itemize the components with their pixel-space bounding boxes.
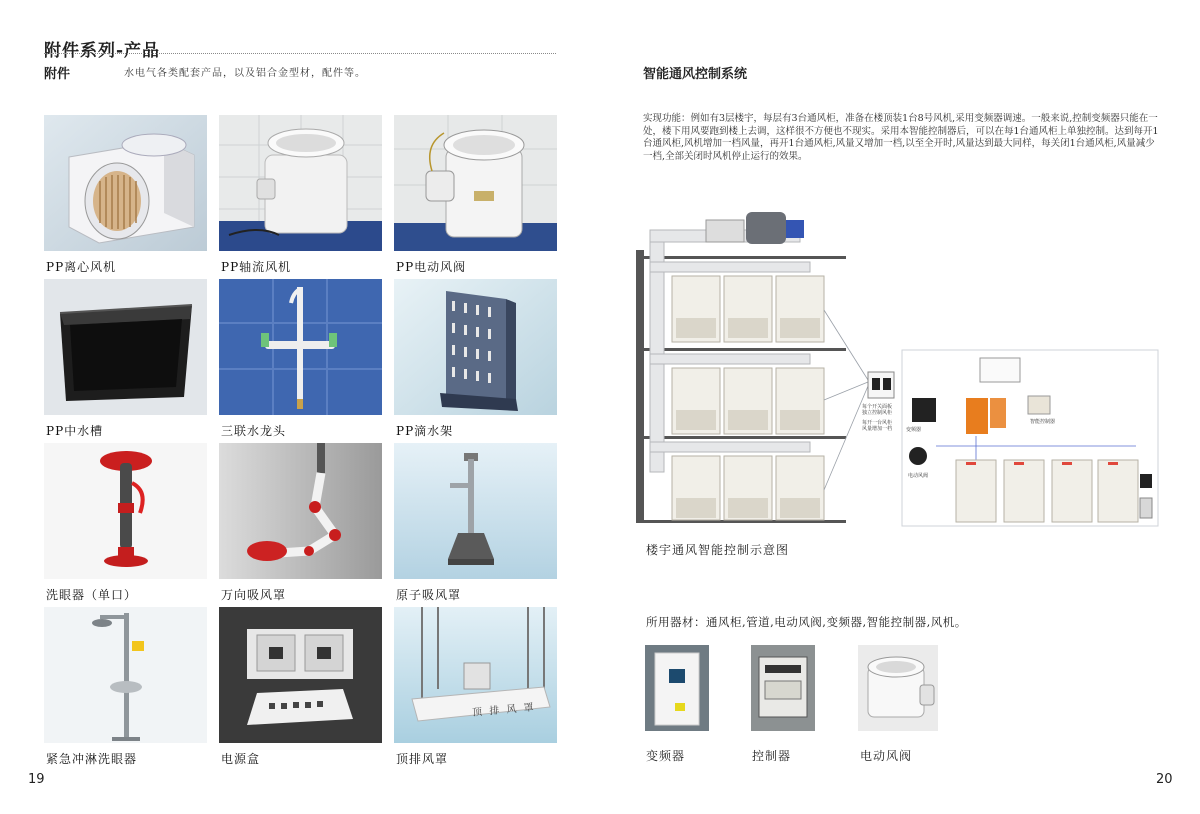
switch-note-1: 每个开关面板 独立控制风柜 <box>862 404 893 416</box>
product-caption: PP离心风机 <box>46 260 117 274</box>
motor-valve-label: 电动风阀 <box>908 473 929 479</box>
axial-fan-photo <box>219 115 382 251</box>
system-intro: 实现功能：例如有3层楼宇，每层有3台通风柜，准备在楼顶装1台8号风机,采用变频器调速。一般来说,控制变频器只能在一处，楼下用风要跑到楼上去调，这样很不方便也不现实。采用本智能控制器后，可以在每1台通风柜上单独控制。达到每开1台通风柜,风机增加一档风量，再开1台通风柜,风量又增加一档,以至全开时,风量达到最大同样，每关闭1台通风柜,风量减少一档,全部关闭时风机停止运行的效果。 <box>643 113 1159 162</box>
subsection-description: 水电气各类配套产品，以及铝合金型材，配件等。 <box>124 68 366 79</box>
equipment-caption: 变频器 <box>646 749 686 763</box>
vfd-label: 变频器 <box>906 427 922 433</box>
product-caption: 万向吸风罩 <box>221 588 287 602</box>
drying-rack-photo <box>394 279 557 415</box>
product-caption: 原子吸风罩 <box>396 588 462 602</box>
switch-note-2: 每开一台风柜 风量增加一档 <box>862 420 893 432</box>
diagram-caption: 楼宇通风智能控制示意图 <box>646 543 790 557</box>
product-caption: 洗眼器（单口） <box>46 588 138 602</box>
centrifugal-fan-photo <box>44 115 207 251</box>
pp-sink-photo <box>44 279 207 415</box>
product-caption: PP中水槽 <box>46 424 104 438</box>
ceiling-hood-photo <box>394 607 557 743</box>
system-title: 智能通风控制系统 <box>643 67 748 82</box>
emergency-shower-photo <box>44 607 207 743</box>
section-title: 附件系列-产品 <box>44 41 161 61</box>
controller-photo <box>751 645 815 731</box>
motorized-valve-photo <box>858 645 938 731</box>
flexible-fume-arm-photo <box>219 443 382 579</box>
power-box-photo <box>219 607 382 743</box>
product-caption: PP电动风阀 <box>396 260 467 274</box>
equipment-caption: 电动风阀 <box>860 749 913 763</box>
product-caption: 三联水龙头 <box>221 424 287 438</box>
atomic-absorption-hood-photo <box>394 443 557 579</box>
title-divider <box>44 53 556 54</box>
hood-label: 顶 排 风 罩 <box>471 702 537 719</box>
triple-faucet-photo <box>219 279 382 415</box>
product-caption: 顶排风罩 <box>396 752 449 766</box>
product-caption: PP轴流风机 <box>221 260 292 274</box>
product-caption: 电源盒 <box>221 752 261 766</box>
subsection-label: 附件 <box>44 67 71 82</box>
page-number-right: 20 <box>1156 772 1173 787</box>
materials-list: 所用器材：通风柜,管道,电动风阀,变频器,智能控制器,风机。 <box>646 615 967 629</box>
eye-wash-photo <box>44 443 207 579</box>
equipment-caption: 控制器 <box>752 749 792 763</box>
product-caption: 紧急冲淋洗眼器 <box>46 752 138 766</box>
ventilation-diagram <box>636 210 1162 532</box>
vfd-photo <box>645 645 709 731</box>
controller-label: 智能控制器 <box>1030 419 1056 425</box>
product-caption: PP滴水架 <box>396 424 454 438</box>
motorized-damper-photo <box>394 115 557 251</box>
page-number-left: 19 <box>28 772 45 787</box>
